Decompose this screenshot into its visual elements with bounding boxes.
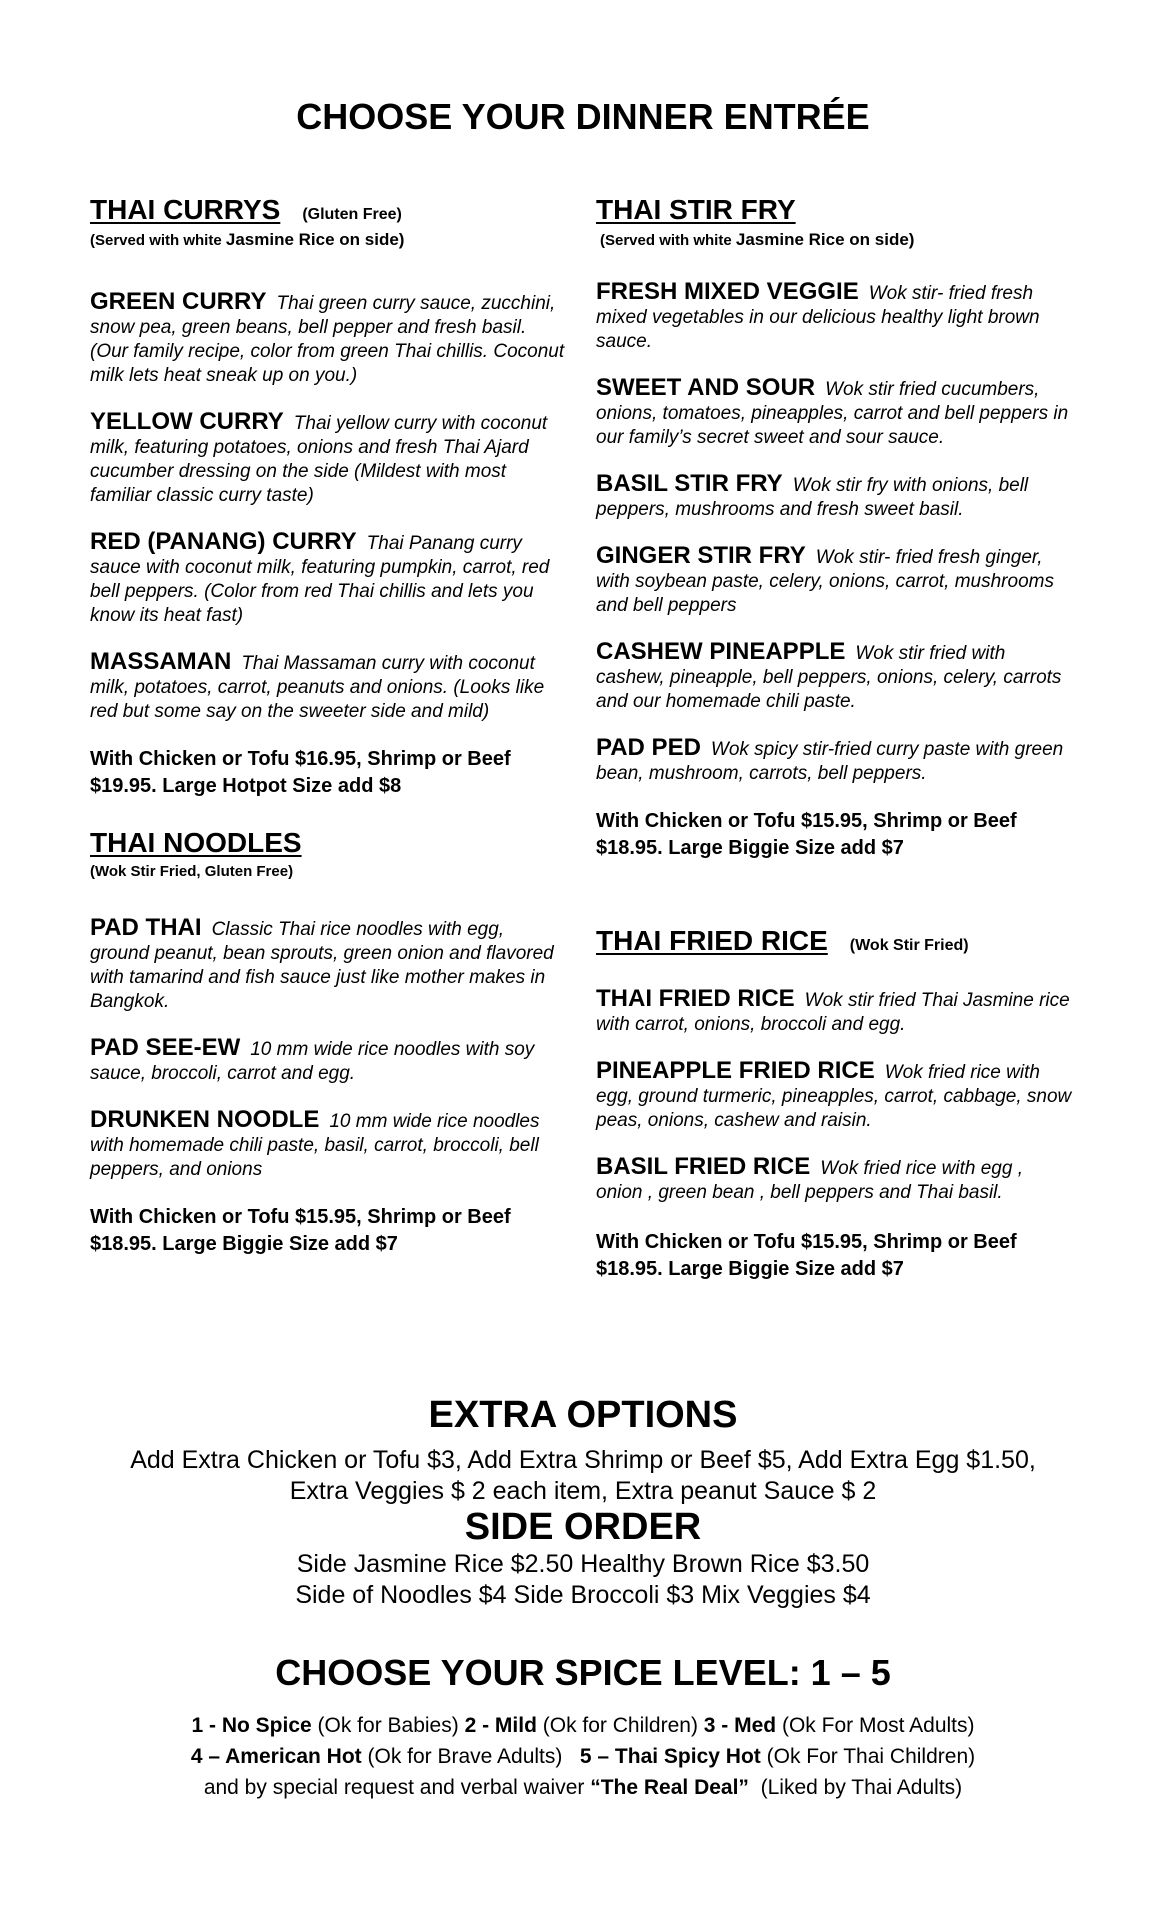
spice-line-2: 4 – American Hot (Ok for Brave Adults) 5 – Thai Spicy Hot (Ok For Thai Children)	[190, 1745, 976, 1768]
curry-price: With Chicken or Tofu $16.95, Shrimp or Beef $19.95. Large Hotpot Size add $8	[90, 747, 511, 797]
menu-item: PAD SEE-EW 10 mm wide rice noodles with soy sauce, broccoli, carrot and egg.	[90, 1033, 535, 1084]
menu-item: SWEET AND SOUR Wok stir fried cucumbers, onions, tomatoes, pineapples, carrot and bell peppers in our family’s secret sweet and sour sauce.	[596, 373, 1069, 448]
extra-title: EXTRA OPTIONS	[428, 1394, 738, 1436]
side-title: SIDE ORDER	[464, 1505, 702, 1548]
left-column	[90, 195, 568, 1258]
friedrice-price: With Chicken or Tofu $15.95, Shrimp or Beef $18.95. Large Biggie Size add $7	[596, 1230, 1017, 1280]
extra-line-1: Add Extra Chicken or Tofu $3, Add Extra Shrimp or Beef $5, Add Extra Egg $1.50,	[130, 1445, 1036, 1474]
friedrice-note: (Wok Stir Fried)	[849, 936, 969, 954]
stirfry-price: With Chicken or Tofu $15.95, Shrimp or Beef $18.95. Large Biggie Size add $7	[596, 809, 1017, 859]
menu-item: RED (PANANG) CURRY Thai Panang curry sauce with coconut milk, featuring pumpkin, carrot, red bell peppers. (Color from red Thai chillis and lets you know its heat fast)	[90, 527, 550, 626]
curry-title: THAI CURRYS	[90, 194, 281, 225]
menu-item: PAD THAI Classic Thai rice noodles with egg, ground peanut, bean sprouts, green onion and flavored with tamarind and fish sauce just like mother makes in Bangkok.	[90, 913, 554, 1012]
extra-line-2: Extra Veggies $ 2 each item, Extra peanut Sauce $ 2	[289, 1476, 877, 1505]
extras-block	[0, 1395, 1166, 1611]
menu-item: GREEN CURRY Thai green curry sauce, zucchini, snow pea, green beans, bell pepper and fresh basil. (Our family recipe, color from green Thai chillis. Coconut milk lets heat sneak up on you.)	[90, 287, 565, 386]
noodles-sub: (Wok Stir Fried, Gluten Free)	[90, 862, 294, 880]
menu-item: PINEAPPLE FRIED RICE Wok fried rice with egg, ground turmeric, pineapples, carrot, cabbage, snow peas, onions, cashew and raisin.	[596, 1056, 1072, 1131]
menu-item: FRESH MIXED VEGGIE Wok stir- fried fresh mixed vegetables in our delicious healthy light brown sauce.	[596, 277, 1040, 352]
page-title: CHOOSE YOUR DINNER ENTRÉE	[296, 96, 870, 137]
friedrice-section	[596, 926, 1074, 1283]
friedrice-title: THAI FRIED RICE	[596, 924, 828, 956]
spice-title: CHOOSE YOUR SPICE LEVEL: 1 – 5	[275, 1652, 891, 1693]
menu-item: GINGER STIR FRY Wok stir- fried fresh ginger, with soybean paste, celery, onions, carrot, mushrooms and bell peppers	[596, 541, 1054, 616]
side-line-2: Side of Noodles $4 Side Broccoli $3 Mix Veggies $4	[295, 1580, 871, 1609]
curry-section	[90, 195, 568, 800]
noodles-title: THAI NOODLES	[90, 826, 302, 858]
menu-item: PAD PED Wok spicy stir-fried curry paste with green bean, mushroom, carrots, bell peppers.	[596, 733, 1064, 784]
stirfry-sub-main: Jasmine Rice on side)	[735, 229, 915, 249]
right-column	[596, 195, 1074, 1283]
menu-item: BASIL STIR FRY Wok stir fry with onions, bell peppers, mushrooms and fresh sweet basil.	[596, 469, 1029, 520]
spice-line-3: and by special request and verbal waiver “The Real Deal” (Liked by Thai Adults)	[203, 1776, 963, 1799]
menu-item: DRUNKEN NOODLE 10 mm wide rice noodles with homemade chili paste, basil, carrot, broccoli, bell peppers, and onions	[90, 1105, 540, 1180]
curry-note: (Gluten Free)	[302, 206, 402, 223]
stirfry-title: THAI STIR FRY	[596, 194, 796, 225]
menu-item: CASHEW PINEAPPLE Wok stir fried with cashew, pineapple, bell peppers, onions, celery, carrots and our homemade chili paste.	[596, 637, 1062, 712]
stirfry-section	[596, 195, 1074, 862]
noodles-section	[90, 828, 568, 1258]
spice-block	[0, 1652, 1166, 1803]
stirfry-sub-prefix: (Served with white	[600, 231, 732, 249]
curry-sub-main: Jasmine Rice on side)	[225, 229, 405, 249]
side-line-1: Side Jasmine Rice $2.50 Healthy Brown Rice $3.50	[296, 1549, 870, 1578]
menu-item: MASSAMAN Thai Massaman curry with coconut milk, potatoes, carrot, peanuts and onions. (Looks like red but some say on the sweeter side and mild)	[90, 647, 545, 722]
menu-item: BASIL FRIED RICE Wok fried rice with egg , onion , green bean , bell peppers and Thai basil.	[596, 1152, 1023, 1203]
noodles-price: With Chicken or Tofu $15.95, Shrimp or Beef $18.95. Large Biggie Size add $7	[90, 1205, 511, 1255]
menu-item: YELLOW CURRY Thai yellow curry with coconut milk, featuring potatoes, onions and fresh Thai Ajard cucumber dressing on the side (Mildest with most familiar classic curry taste)	[90, 407, 548, 506]
curry-sub-prefix: (Served with white	[90, 231, 222, 249]
menu-item: THAI FRIED RICE Wok stir fried Thai Jasmine rice with carrot, onions, broccoli and egg.	[596, 984, 1070, 1035]
spice-line-1: 1 - No Spice (Ok for Babies) 2 - Mild (Ok for Children) 3 - Med (Ok For Most Adults)	[191, 1714, 975, 1737]
